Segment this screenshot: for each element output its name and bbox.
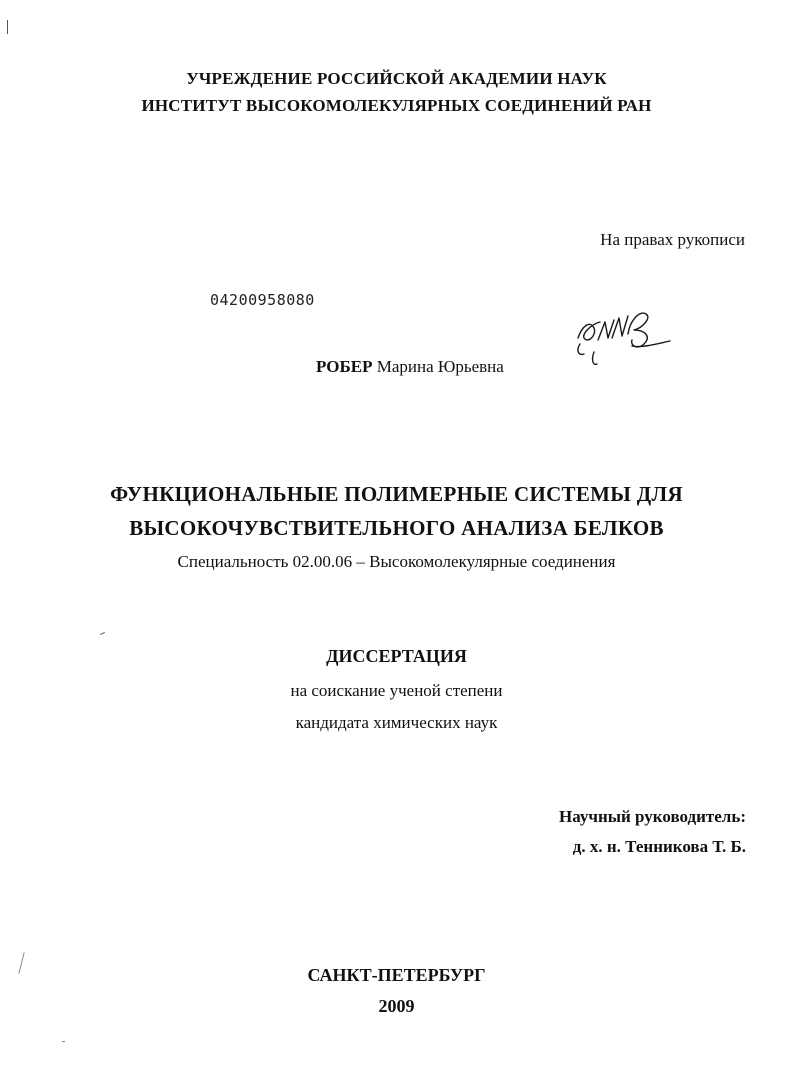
institution-line-2: ИНСТИТУТ ВЫСОКОМОЛЕКУЛЯРНЫХ СОЕДИНЕНИЙ РАН bbox=[141, 96, 652, 115]
author-surname: РОБЕР bbox=[316, 357, 373, 376]
city: САНКТ-ПЕТЕРБУРГ bbox=[307, 965, 486, 985]
advisor-label: Научный руководитель: bbox=[559, 807, 746, 826]
degree-line-2: кандидата химических наук bbox=[295, 713, 498, 732]
year: 2009 bbox=[378, 996, 415, 1016]
thesis-title-line-2: ВЫСОКОЧУВСТВИТЕЛЬНОГО АНАЛИЗА БЕЛКОВ bbox=[129, 516, 664, 540]
author-name bbox=[316, 358, 504, 375]
author-given-names: Марина Юрьевна bbox=[376, 357, 504, 376]
thesis-title-line-1: ФУНКЦИОНАЛЬНЫЕ ПОЛИМЕРНЫЕ СИСТЕМЫ ДЛЯ bbox=[110, 482, 683, 506]
author-signature bbox=[572, 304, 676, 370]
institution-line-1: УЧРЕЖДЕНИЕ РОССИЙСКОЙ АКАДЕМИИ НАУК bbox=[186, 69, 607, 88]
registration-code: 04200958080 bbox=[210, 291, 315, 309]
advisor-name: д. х. н. Тенникова Т. Б. bbox=[572, 837, 746, 856]
degree-line-1: на соискание ученой степени bbox=[290, 681, 503, 700]
scan-mark bbox=[62, 1041, 65, 1042]
document-type: ДИССЕРТАЦИЯ bbox=[326, 646, 467, 666]
scan-mark bbox=[7, 20, 8, 34]
specialty: Специальность 02.00.06 – Высокомолекулярные соединения bbox=[177, 552, 616, 571]
scan-mark bbox=[100, 632, 105, 635]
rights-note: На правах рукописи bbox=[600, 230, 745, 249]
